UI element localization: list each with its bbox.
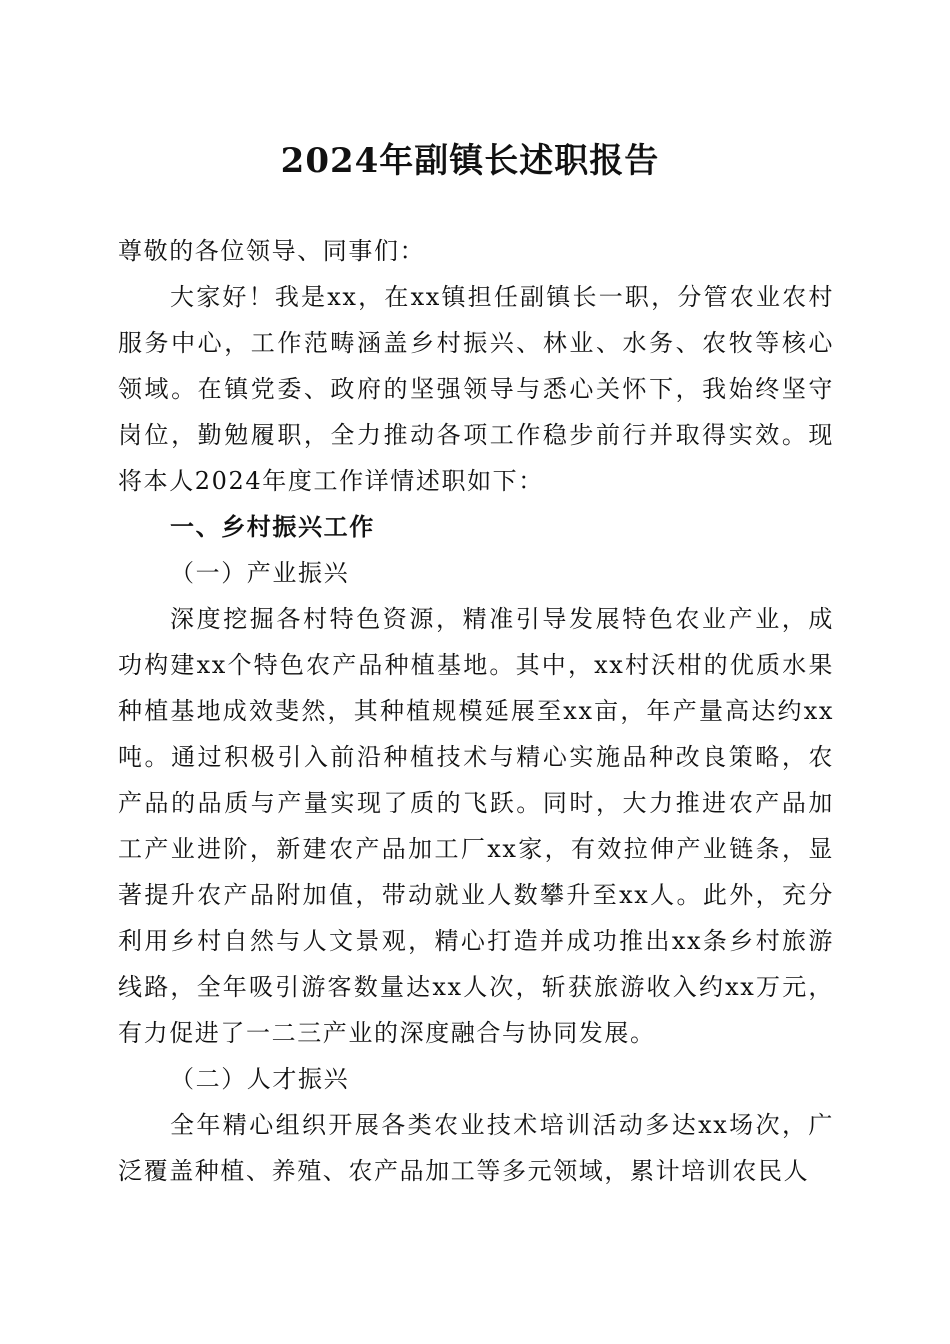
- document-title: 2024年副镇长述职报告: [280, 141, 660, 181]
- document-body: [118, 228, 834, 1194]
- subsection-heading-industry: （一）产业振兴: [170, 559, 350, 587]
- intro-paragraph: 大家好！我是xx，在xx镇担任副镇长一职，分管农业农村服务中心，工作范畴涵盖乡村振兴、林业、水务、农牧等核心领域。在镇党委、政府的坚强领导与悉心关怀下，我始终坚守岗位，勤勉履职，全力推动各项工作稳步前行并取得实效。现将本人2024年度工作详情述职如下：: [118, 283, 834, 495]
- subsection-heading-talent: （二）人才振兴: [170, 1065, 350, 1093]
- salutation: 尊敬的各位领导、同事们：: [118, 237, 426, 265]
- industry-paragraph: 深度挖掘各村特色资源，精准引导发展特色农业产业，成功构建xx个特色农产品种植基地。其中，xx村沃柑的优质水果种植基地成效斐然，其种植规模延展至xx亩，年产量高达约xx吨。通过积极引入前沿种植技术与精心实施品种改良策略，农产品的品质与产量实现了质的飞跃。同时，大力推进农产品加工产业进阶，新建农产品加工厂xx家，有效拉伸产业链条，显著提升农产品附加值，带动就业人数攀升至xx人。此外，充分利用乡村自然与人文景观，精心打造并成功推出xx条乡村旅游线路，全年吸引游客数量达xx人次，斩获旅游收入约xx万元，有力促进了一二三产业的深度融合与协同发展。: [118, 605, 834, 1047]
- section-heading-rural-revitalization: 一、乡村振兴工作: [170, 513, 375, 541]
- talent-paragraph: 全年精心组织开展各类农业技术培训活动多达xx场次，广泛覆盖种植、养殖、农产品加工等多元领域，累计培训农民人: [118, 1111, 834, 1185]
